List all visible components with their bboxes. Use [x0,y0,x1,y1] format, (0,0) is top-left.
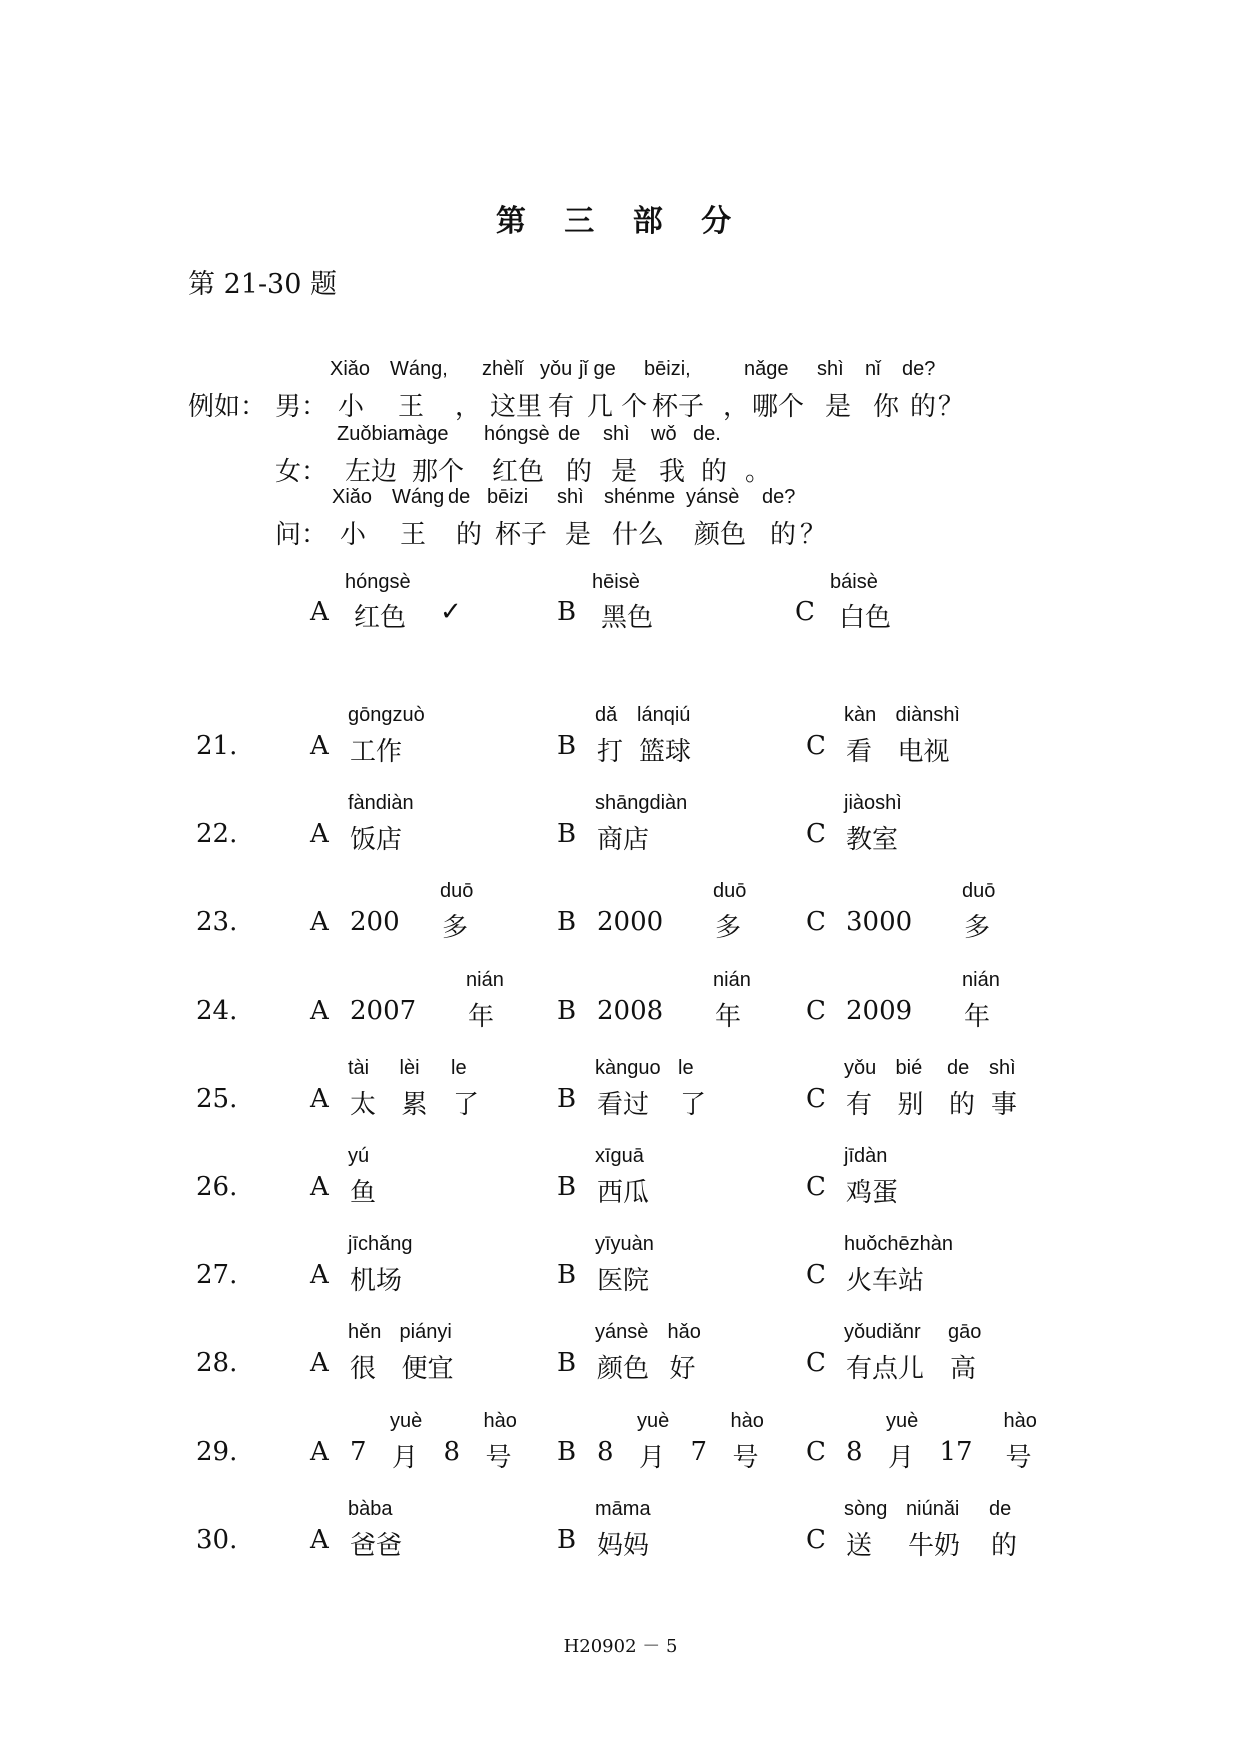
option-pinyin: duō [962,880,996,902]
option-letter: A [310,1260,329,1290]
example-pinyin: Xiǎo [332,486,373,508]
option-hanzi: 火车站 [846,1266,925,1296]
example-hanzi: 红色 [492,457,545,487]
option-hanzi: 8 [443,1437,461,1467]
example-hanzi: 几 个 [587,392,648,422]
option-letter: B [557,1172,577,1202]
question-number: 22. [196,819,238,849]
option-pinyin: fàndiàn [348,792,414,814]
option-pinyin: gōngzuò [348,704,425,726]
example-pinyin: nǎge [744,358,789,380]
example-option-pinyin: hóngsè [345,571,411,593]
example-pinyin: jǐ ge [579,358,616,380]
option-letter: A [310,1172,329,1202]
option-letter: C [806,1084,826,1114]
option-pinyin: niúnǎi [906,1498,960,1520]
option-pinyin: le [451,1057,467,1079]
option-letter: B [557,1348,577,1378]
option-hanzi: 打 [597,737,624,767]
example-hanzi: 是 [611,457,638,487]
option-hanzi: 的 [991,1531,1018,1561]
example-pinyin: Wáng, [390,358,448,380]
option-pinyin: jiàoshì [844,792,902,814]
option-pinyin: huǒchēzhàn [844,1233,953,1255]
example-hanzi: 杯子 [652,392,705,422]
example-pinyin: de. [693,423,721,445]
option-pinyin: yuè [390,1410,423,1432]
option-hanzi: 7 [690,1437,708,1467]
option-letter: A [310,1084,329,1114]
example-hanzi: 小 [338,392,365,422]
option-hanzi: 3000 [846,907,913,937]
example-pinyin: shì [817,358,844,380]
example-speaker: 男： [275,392,328,422]
option-pinyin: hào [483,1410,517,1432]
option-letter: B [557,1437,577,1467]
example-pinyin: shì [603,423,630,445]
option-hanzi: 7 [350,1437,367,1467]
option-letter: B [557,996,577,1026]
question-number: 23. [196,907,238,937]
example-speaker: 女： [275,457,328,487]
example-hanzi: 王 [398,392,425,422]
option-hanzi: 多 [964,913,991,943]
example-hanzi: 这里 [490,392,543,422]
option-hanzi: 多 [442,913,469,943]
option-pinyin: dǎ [595,704,618,726]
option-hanzi: 200 [350,907,400,937]
option-letter: A [310,1525,329,1555]
option-hanzi: 2008 [597,996,664,1026]
option-hanzi: 便宜 [401,1354,454,1384]
example-option-hanzi: 白色 [839,603,892,633]
example-hanzi: ， [455,392,482,422]
option-pinyin: le [678,1057,694,1079]
option-hanzi: 鱼 [350,1178,377,1208]
option-hanzi: 饭店 [350,825,403,855]
example-hanzi: 杯子 [495,520,548,550]
example-pinyin: shénme [604,486,676,508]
option-hanzi: 号 [732,1443,759,1473]
example-hanzi: 是 [825,392,852,422]
option-pinyin: kàn [844,704,877,726]
question-number: 25. [196,1084,238,1114]
example-option-letter: A [310,597,329,627]
example-hanzi: ？ [938,392,965,422]
option-hanzi: 月 [639,1443,666,1473]
example-pinyin: yǒu [540,358,573,380]
option-hanzi: 号 [1005,1443,1032,1473]
option-hanzi: 鸡蛋 [846,1178,899,1208]
option-pinyin: lèi [399,1057,420,1079]
example-option-letter: C [795,597,815,627]
example-hanzi: 什么 [612,520,665,550]
question-number: 28. [196,1348,238,1378]
option-pinyin: jīdàn [844,1145,888,1167]
option-pinyin: yīyuàn [595,1233,654,1255]
example-hanzi: 你 [873,392,900,422]
option-hanzi: 了 [680,1090,707,1120]
example-pinyin: Wáng [392,486,445,508]
option-pinyin: diànshì [895,704,960,726]
option-pinyin: yuè [886,1410,919,1432]
option-letter: A [310,907,329,937]
example-hanzi: 我 [659,457,686,487]
option-pinyin: de [989,1498,1012,1520]
example-hanzi: 左边 [345,457,398,487]
option-hanzi: 高 [950,1354,977,1384]
option-letter: C [806,1437,826,1467]
option-hanzi: 了 [453,1090,480,1120]
option-hanzi: 月 [392,1443,419,1473]
option-letter: C [806,907,826,937]
example-hanzi: 的 [456,520,483,550]
example-option-pinyin: hēisè [592,571,640,593]
option-pinyin: kànguo [595,1057,661,1079]
option-hanzi: 篮球 [639,737,692,767]
example-hanzi: ， [723,392,750,422]
example-pinyin: de? [902,358,936,380]
option-hanzi: 商店 [597,825,650,855]
example-pinyin: nǐ [865,358,881,380]
example-pinyin: de [558,423,581,445]
option-hanzi: 颜色 [597,1354,650,1384]
example-pinyin: shì [557,486,584,508]
example-pinyin: bēizi, [644,358,691,380]
page-title: 第 三 部 分 [495,204,746,239]
option-hanzi: 看 [846,737,873,767]
example-pinyin: nàge [404,423,449,445]
option-hanzi: 年 [468,1002,495,1032]
option-hanzi: 多 [715,913,742,943]
option-hanzi: 累 [401,1090,428,1120]
example-pinyin: yánsè [686,486,740,508]
option-hanzi: 牛奶 [908,1531,961,1561]
option-letter: C [806,1525,826,1555]
question-number: 26. [196,1172,238,1202]
option-pinyin: hěn [348,1321,382,1343]
option-pinyin: duō [713,880,747,902]
option-pinyin: duō [440,880,474,902]
section-subtitle: 第 21-30 题 [188,269,338,300]
option-hanzi: 有 [846,1090,873,1120]
option-pinyin: māma [595,1498,651,1520]
example-hanzi: ？ [800,520,827,550]
option-pinyin: yǒu [844,1057,877,1079]
question-number: 24. [196,996,238,1026]
example-hanzi: 颜色 [694,520,747,550]
example-hanzi: 那个 [412,457,465,487]
example-pinyin: bēizi [487,486,529,508]
example-hanzi: 哪个 [752,392,805,422]
option-pinyin: nián [962,969,1000,991]
question-number: 30. [196,1525,238,1555]
example-speaker: 问： [275,520,328,550]
option-pinyin: xīguā [595,1145,644,1167]
option-letter: C [806,996,826,1026]
option-pinyin: bié [895,1057,923,1079]
option-hanzi: 送 [846,1531,873,1561]
option-pinyin: yǒudiǎnr [844,1321,921,1343]
example-option-pinyin: báisè [830,571,878,593]
example-pinyin: hóngsè [484,423,550,445]
option-letter: A [310,819,329,849]
option-hanzi: 好 [669,1354,696,1384]
example-pinyin: de [448,486,471,508]
example-option-hanzi: 红色 [354,603,407,633]
option-pinyin: hǎo [667,1321,701,1343]
option-pinyin: tài [348,1057,370,1079]
option-pinyin: shì [989,1057,1016,1079]
option-hanzi: 妈妈 [597,1531,650,1561]
option-letter: A [310,731,329,761]
example-hanzi: 的 [770,520,797,550]
option-hanzi: 太 [350,1090,377,1120]
option-pinyin: nián [713,969,751,991]
example-hanzi: 的 [701,457,728,487]
option-letter: A [310,1437,329,1467]
option-hanzi: 年 [715,1002,742,1032]
example-hanzi: 的 [910,392,937,422]
example-hanzi: 有 [548,392,575,422]
option-letter: C [806,731,826,761]
option-pinyin: nián [466,969,504,991]
example-pinyin: Xiǎo [330,358,371,380]
option-letter: B [557,1260,577,1290]
option-pinyin: sòng [844,1498,888,1520]
option-hanzi: 号 [485,1443,512,1473]
option-pinyin: shāngdiàn [595,792,688,814]
option-hanzi: 工作 [350,737,403,767]
option-letter: B [557,1525,577,1555]
question-number: 21. [196,731,238,761]
option-hanzi: 的 [949,1090,976,1120]
example-hanzi: 小 [340,520,367,550]
option-hanzi: 看过 [597,1090,650,1120]
option-hanzi: 2009 [846,996,913,1026]
example-hanzi: 。 [745,457,772,487]
option-pinyin: hào [730,1410,764,1432]
option-hanzi: 很 [350,1354,377,1384]
option-pinyin: jīchǎng [348,1233,413,1255]
option-hanzi: 年 [964,1002,991,1032]
page-footer: H20902 － 5 [563,1636,678,1657]
example-hanzi: 的 [566,457,593,487]
option-letter: B [557,819,577,849]
example-pinyin: wǒ [651,423,677,445]
example-option-letter: B [557,597,577,627]
example-label: 例如： [188,392,267,422]
option-letter: C [806,1260,826,1290]
option-hanzi: 8 [846,1437,863,1467]
option-letter: C [806,819,826,849]
example-hanzi: 王 [400,520,427,550]
option-pinyin: bàba [348,1498,393,1520]
option-letter: B [557,1084,577,1114]
question-number: 29. [196,1437,238,1467]
option-letter: A [310,996,329,1026]
example-pinyin: Zuǒbian [337,423,410,445]
example-pinyin: zhèlǐ [482,358,524,380]
option-letter: A [310,1348,329,1378]
option-hanzi: 别 [897,1090,924,1120]
option-letter: B [557,907,577,937]
option-hanzi: 机场 [350,1266,403,1296]
option-hanzi: 8 [597,1437,614,1467]
option-hanzi: 有点儿 [846,1354,925,1384]
option-letter: B [557,731,577,761]
option-hanzi: 教室 [846,825,899,855]
option-pinyin: de [947,1057,970,1079]
option-pinyin: yánsè [595,1321,649,1343]
example-pinyin: de? [762,486,796,508]
option-letter: C [806,1172,826,1202]
example-hanzi: 是 [565,520,592,550]
option-hanzi: 电视 [897,737,950,767]
option-hanzi: 月 [888,1443,915,1473]
option-hanzi: 2000 [597,907,664,937]
question-number: 27. [196,1260,238,1290]
check-mark-icon: ✓ [440,597,462,627]
option-pinyin: gāo [948,1321,982,1343]
option-pinyin: lánqiú [637,704,691,726]
option-pinyin: hào [1003,1410,1037,1432]
option-hanzi: 2007 [350,996,417,1026]
option-hanzi: 爸爸 [350,1531,403,1561]
option-hanzi: 17 [939,1437,973,1467]
option-letter: C [806,1348,826,1378]
example-option-hanzi: 黑色 [601,603,654,633]
option-hanzi: 事 [991,1090,1018,1120]
option-pinyin: piányi [399,1321,452,1343]
option-pinyin: yú [348,1145,370,1167]
option-hanzi: 医院 [597,1266,650,1296]
option-pinyin: yuè [637,1410,670,1432]
option-hanzi: 西瓜 [597,1178,650,1208]
